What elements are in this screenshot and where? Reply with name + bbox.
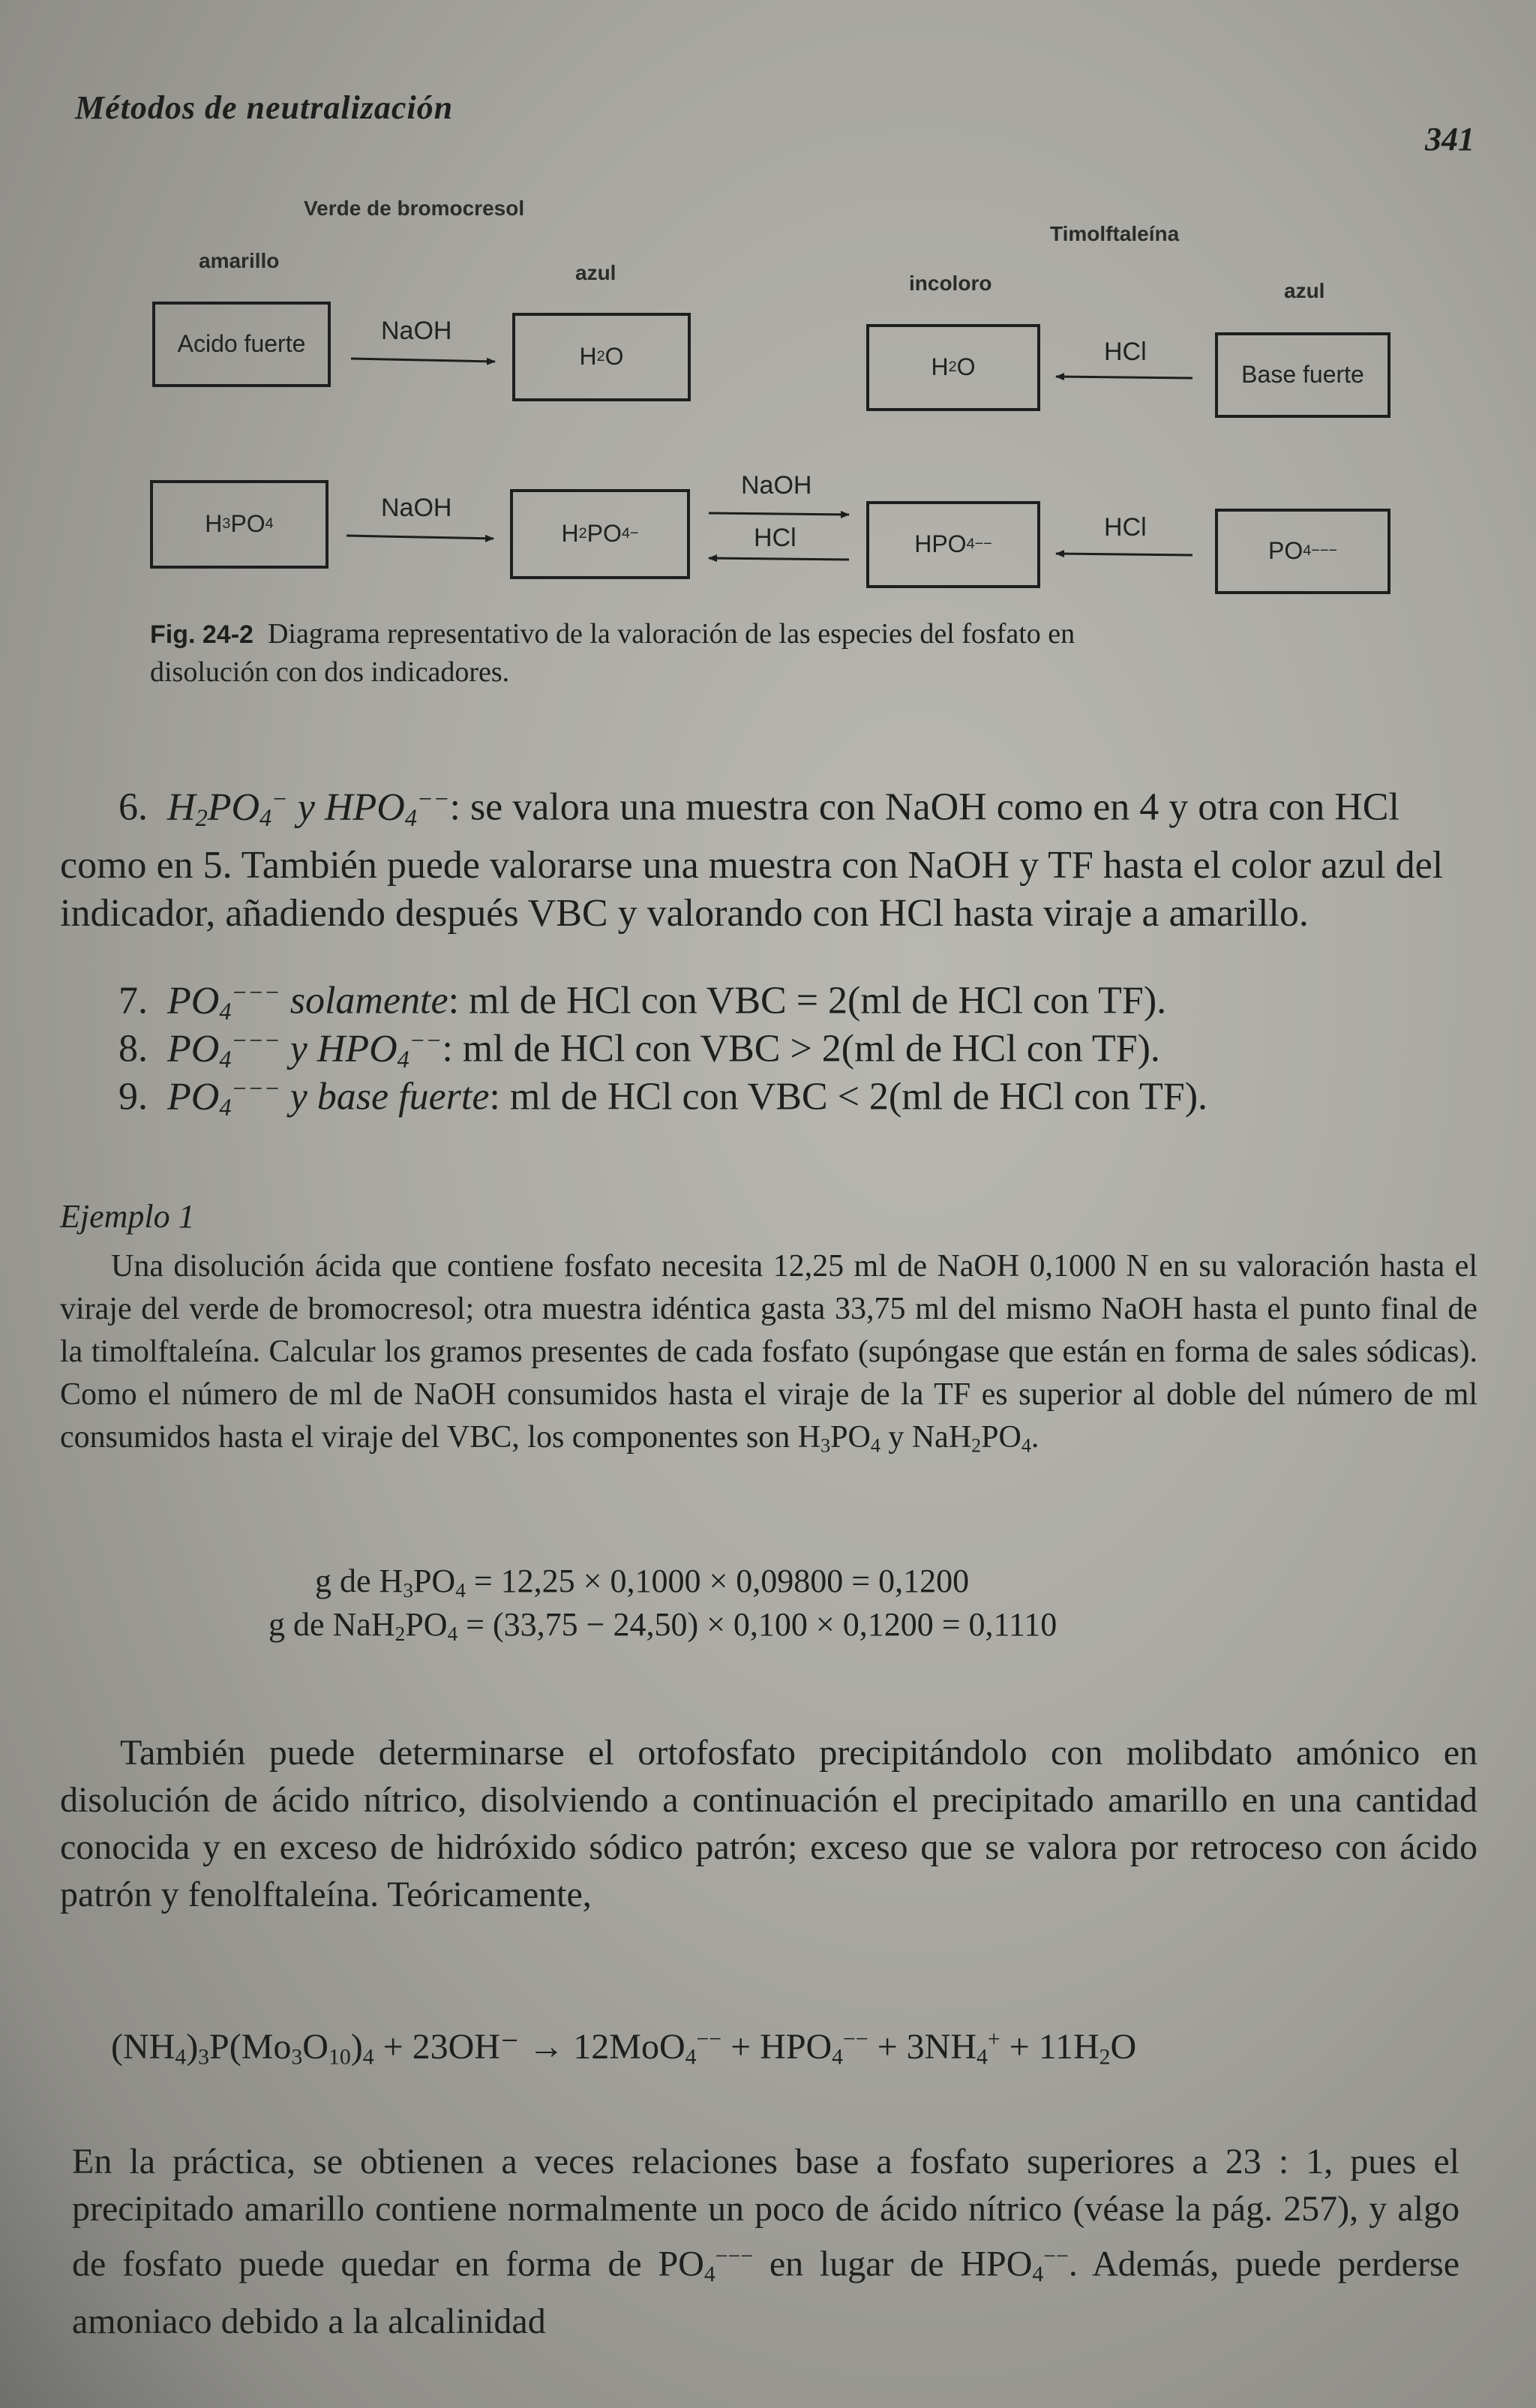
- item-8-number: 8.: [118, 1027, 148, 1070]
- paragraph2-b: en lugar de HPO: [753, 2244, 1033, 2284]
- item-7-number: 7.: [118, 979, 148, 1022]
- arrow-hcl-4: [1056, 554, 1192, 555]
- arrow-hcl-3: [709, 558, 849, 560]
- arrow-label-naoh-3: NaOH: [741, 471, 812, 500]
- indicator-label-timolftaleina: Timolftaleína: [1050, 222, 1180, 245]
- box-h3po4: H 3 PO 4: [150, 480, 328, 569]
- caption-line-1: Diagrama representativo de la valoración de las especies del fosfato en: [267, 618, 1076, 650]
- item-7: 7. $PO_4^{---}$ solamente: ml de HCl con VBC = 2(ml de HCl con TF).: [118, 978, 1167, 1025]
- eq2-g-de: g de: [268, 1606, 325, 1643]
- caption-line-2: disolución con dos indicadores.: [150, 656, 510, 688]
- eq1-rhs: = 12,25 × 0,1000 × 0,09800 = 0,1200: [473, 1563, 970, 1599]
- example-body: Una disolución ácida que contiene fosfato necesita 12,25 ml de NaOH 0,1000 N en su valoración hasta el viraje del verde de bromocresol; otra muestra idéntica gasta 33,75 ml del mismo NaOH hasta el punto final de la timolftaleína. Calcular los gramos presentes de cada fosfato (supóngase que están en forma de sales sódicas). Como el número de ml de NaOH consumidos hasta el viraje de la TF es superior al doble del número de ml consumidos hasta el viraje del VBC, los componentes son $H_3PO_4$ y $NaH_2PO_4$.: [60, 1249, 1478, 1457]
- color-label-incoloro: incoloro: [909, 272, 992, 295]
- arrow-label-naoh-1: NaOH: [381, 317, 452, 345]
- arrow-naoh-2: [346, 536, 494, 539]
- eq1-g-de: g de: [315, 1563, 371, 1599]
- equation-h3po4: g de $H_3PO_4 = 12,25 \times 0,1000 \times 0,09800 = 0,1200$: [315, 1563, 970, 1602]
- item-6-number: 6.: [118, 785, 148, 829]
- box-acido-fuerte: Acido fuerte: [152, 302, 331, 387]
- arrow-label-naoh-2: NaOH: [381, 494, 452, 522]
- page-number: 341: [1425, 121, 1474, 158]
- arrow-hcl-1: [1056, 377, 1192, 378]
- item-6: 6. $H_2PO_4^-$ y $HPO_4^{--}$: se valora una muestra con NaOH como en 4 y otra con HCl como en 5. También puede valorarse una muestra con NaOH y TF hasta el color azul del indicador, añadiendo después VBC y valorando con HCl hasta viraje a amarillo.: [60, 785, 1444, 935]
- box-base-fuerte: Base fuerte: [1215, 332, 1390, 418]
- indicator-label-bromocresol: Verde de bromocresol: [304, 197, 525, 220]
- item-9-number: 9.: [118, 1075, 148, 1118]
- arrow-label-hcl-3: HCl: [754, 524, 796, 552]
- item-7-label: solamente: [290, 979, 448, 1022]
- paragraph-practica: En la práctica, se obtienen a veces relaciones base a fosfato superiores a 23 : 1, pues el precipitado amarillo contiene normalmente un poco de ácido nítrico (véase la pág. 257), y algo de fosfato puede quedar en forma de $PO_4^{---}$ en lugar de $HPO_4^{--}$. Además, puede perderse amoniaco debido a la alcalinidad: [72, 2142, 1460, 2341]
- box-h2o-left: H 2 O: [512, 313, 691, 401]
- paragraph2-a: En la práctica, se obtienen a veces relaciones base a fosfato superiores a 23 : 1, pues el precipitado amarillo contiene normalmente un poco de ácido nítrico (véase la pág. 257), y algo de fosfato puede quedar en forma de PO: [72, 2142, 1460, 2284]
- item-8: 8. $PO_4^{---}$ y $HPO_4^{--}$: ml de HCl con VBC > 2(ml de HCl con TF).: [118, 1026, 1160, 1073]
- running-header: Métodos de neutralización: [75, 89, 454, 126]
- arrow-label-hcl-1: HCl: [1104, 338, 1147, 366]
- example-title: Ejemplo 1: [60, 1198, 195, 1235]
- figure-label: Fig. 24-2: [150, 620, 254, 649]
- item-6-text: : se valora una muestra con NaOH como en 4 y otra con HCl como en 5. También puede valorarse una muestra con NaOH y TF hasta el color azul del indicador, añadiendo después VBC y valorando con HCl hasta viraje a amarillo.: [60, 785, 1444, 935]
- item-9-label: y base fuerte: [290, 1075, 490, 1118]
- paragraph2-c: . Además, puede perderse amoniaco debido a la alcalinidad: [72, 2244, 1460, 2341]
- box-h2o-right: H 2 O: [866, 324, 1040, 411]
- example-body-text: Una disolución ácida que contiene fosfato necesita 12,25 ml de NaOH 0,1000 N en su valoración hasta el viraje del verde de bromocresol; otra muestra idéntica gasta 33,75 ml del mismo NaOH hasta el punto final de la timolftaleína. Calcular los gramos presentes de cada fosfato (supóngase que están en forma de sales sódicas). Como el número de ml de NaOH consumidos hasta el viraje de la TF es superior al doble del número de ml consumidos hasta el viraje del VBC, los componentes son: [60, 1249, 1478, 1455]
- item-9: 9. $PO_4^{---}$ y base fuerte: ml de HCl con VBC < 2(ml de HCl con TF).: [118, 1074, 1208, 1121]
- item-9-text: : ml de HCl con VBC < 2(ml de HCl con TF).: [489, 1075, 1208, 1118]
- arrow-naoh-3: [709, 513, 849, 515]
- item-8-text: : ml de HCl con VBC > 2(ml de HCl con TF).: [442, 1027, 1160, 1070]
- eq2-rhs: = (33,75 − 24,50) × 0,100 × 0,1200 = 0,1110: [466, 1606, 1058, 1643]
- reaction-lhs-tail: + 23OH⁻ → 12MoO: [382, 2027, 686, 2067]
- arrow-naoh-1: [351, 359, 495, 362]
- box-hpo4: HPO 4 −−: [866, 501, 1040, 588]
- box-h2po4: H 2 PO 4 −: [510, 489, 690, 579]
- color-label-azul-left: azul: [575, 261, 616, 284]
- reaction-nh4: + 3NH: [877, 2027, 977, 2067]
- box-po4: PO 4 −−−: [1215, 509, 1390, 594]
- color-label-azul-right: azul: [1284, 279, 1325, 302]
- reaction-equation: $(NH_4)_3P(Mo_3O_{10})_4 + 23OH^- \to 12MoO_4^{--} + HPO_4^{--} + 3NH_4^+ + 11H_2O$: [111, 2026, 1137, 2070]
- figure-caption: [150, 615, 1075, 691]
- equation-nah2po4: g de $NaH_2PO_4 = (33,75 - 24,50) \times 0,100 \times 0,1200 = 0,1110$: [268, 1606, 1058, 1645]
- diagram-arrows: [0, 0, 1536, 675]
- reaction-hpo4: + HPO: [730, 2027, 832, 2067]
- reaction-h2o: + 11H: [1009, 2027, 1100, 2067]
- paragraph-molibdato: También puede determinarse el ortofosfato precipitándolo con molibdato amónico en disolución de ácido nítrico, disolviendo a continuación el precipitado amarillo en una cantidad conocida y en exceso de hidróxido sódico patrón; exceso que se valora por retroceso con ácido patrón y fenolftaleína. Teóricamente,: [60, 1733, 1478, 1914]
- item-7-text: : ml de HCl con VBC = 2(ml de HCl con TF).: [448, 979, 1167, 1022]
- arrow-label-hcl-4: HCl: [1104, 513, 1147, 542]
- color-label-amarillo: amarillo: [199, 249, 280, 272]
